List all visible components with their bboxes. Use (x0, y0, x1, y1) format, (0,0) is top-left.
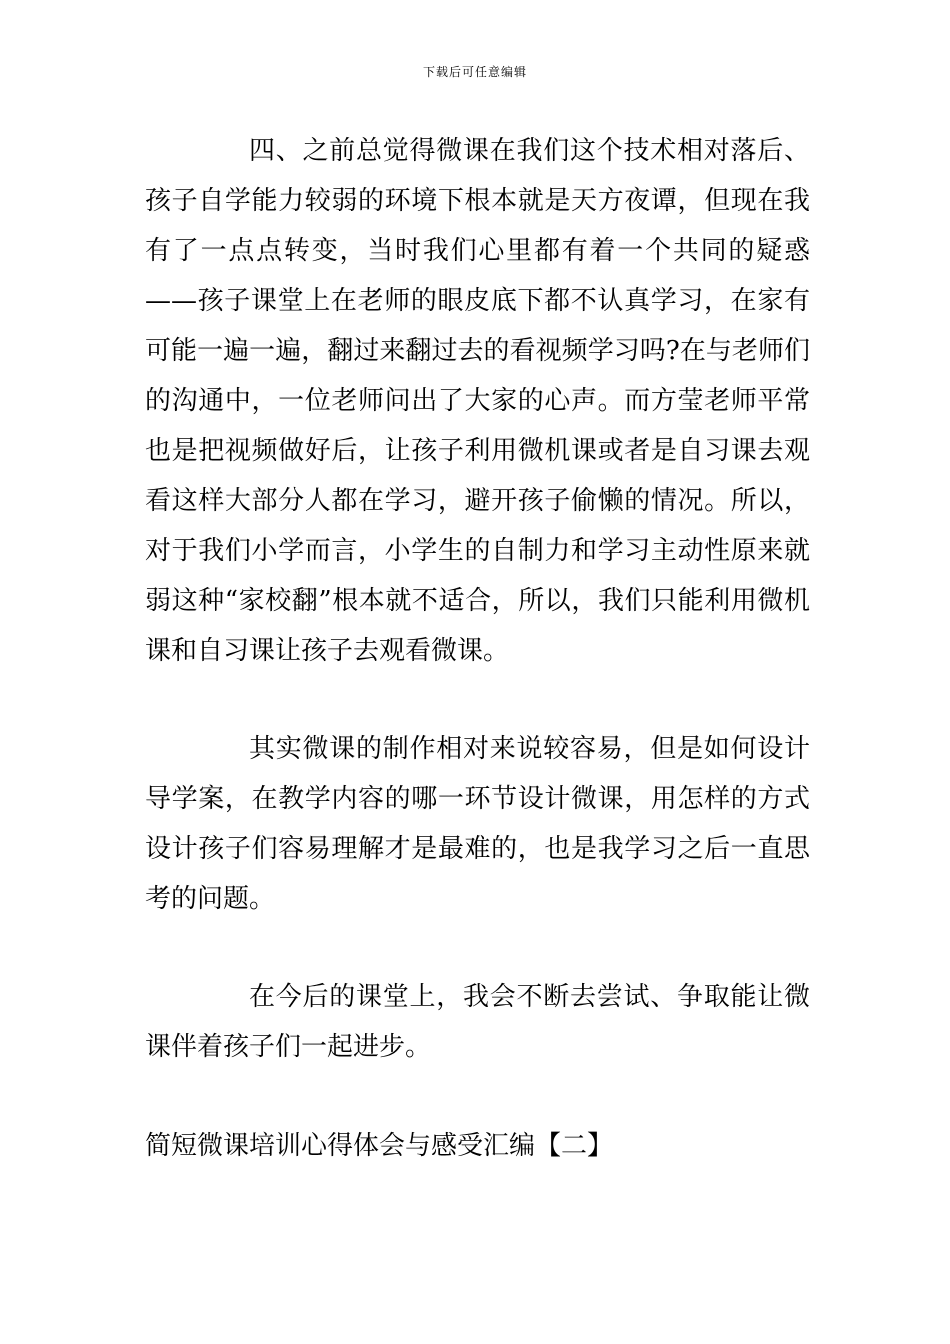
paragraph-1: 四、之前总觉得微课在我们这个技术相对落后、孩子自学能力较弱的环境下根本就是天方夜谭，但现在我有了一点点转变，当时我们心里都有着一个共同的疑惑——孩子课堂上在老师的眼皮底下都不认真学习，在家有可能一遍一遍，翻过来翻过去的看视频学习吗?在与老师们的沟通中，一位老师问出了大家的心声。而方莹老师平常也是把视频做好后，让孩子利用微机课或者是自习课去观看这样大部分人都在学习，避开孩子偷懒的情况。所以，对于我们小学而言，小学生的自制力和学习主动性原来就弱这种“家校翻”根本就不适合，所以，我们只能利用微机课和自习课让孩子去观看微课。 (145, 136, 810, 666)
paragraph-3: 在今后的课堂上，我会不断去尝试、争取能让微课伴着孩子们一起进步。 (145, 982, 810, 1062)
paragraph-2: 其实微课的制作相对来说较容易，但是如何设计导学案，在教学内容的哪一环节设计微课，用怎样的方式设计孩子们容易理解才是最难的，也是我学习之后一直思考的问题。 (145, 734, 810, 914)
section-heading: 简短微课培训心得体会与感受汇编【二】 (145, 1131, 614, 1161)
page-header: 下载后可任意编辑 (422, 65, 527, 79)
